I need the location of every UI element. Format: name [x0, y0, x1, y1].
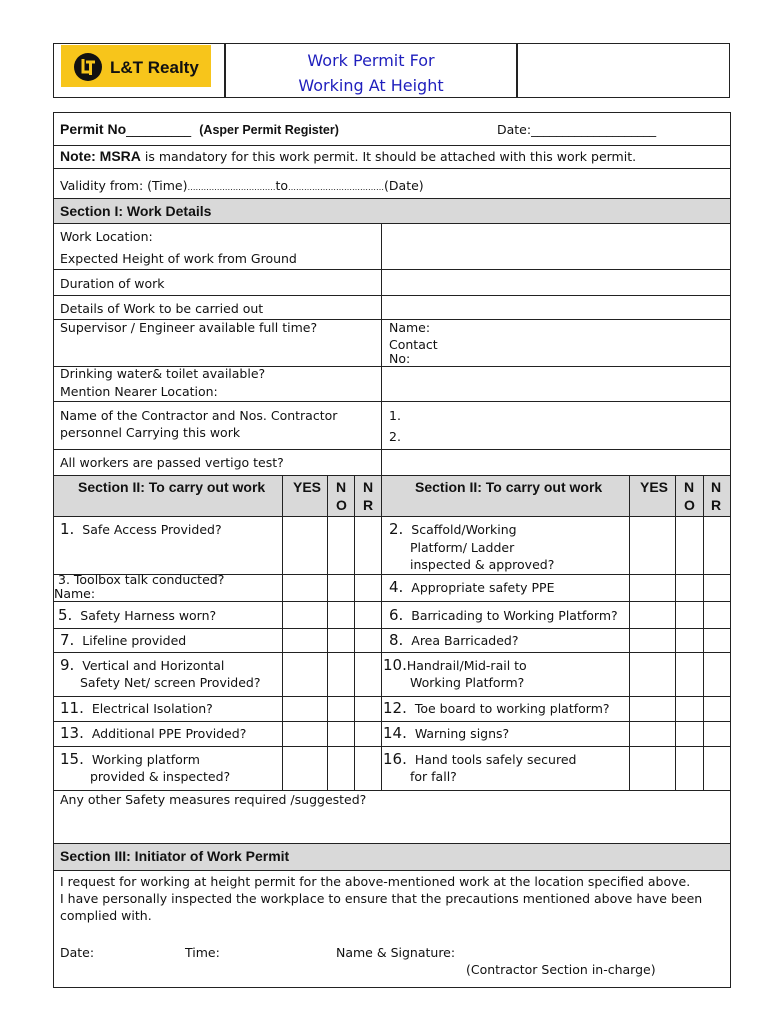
other-measures-label: Any other Safety measures required /suggested? — [60, 792, 367, 807]
item-16 — [383, 750, 576, 768]
item-label: Appropriate safety PPE — [411, 580, 555, 595]
item-15 — [60, 750, 200, 768]
contractor-label-1: Name of the Contractor and Nos. Contractor — [60, 408, 338, 423]
item-12 — [383, 699, 610, 717]
section2-title-right: Section II: To carry out work — [415, 479, 603, 495]
item-2-line2: Platform/ Ladder — [410, 540, 515, 555]
nr-n: N — [363, 479, 374, 495]
sign-time-label: Time: — [185, 945, 220, 960]
item-number: 1. — [60, 520, 75, 538]
item-label: Additional PPE Provided? — [91, 726, 247, 741]
no-n: N — [684, 479, 695, 495]
work-location-label: Work Location: — [60, 229, 153, 244]
validity-date-label: (Date) — [384, 178, 424, 193]
row-line — [53, 746, 731, 747]
section3-title: Section III: Initiator of Work Permit — [60, 848, 290, 864]
item-label: Area Barricaded? — [411, 633, 519, 648]
item-10 — [383, 656, 527, 674]
row-line — [53, 295, 731, 296]
height-label: Expected Height of work from Ground — [60, 251, 297, 266]
item-label: Scaffold/Working — [411, 522, 517, 537]
item-2-line3: inspected & approved? — [410, 557, 555, 572]
no-o: O — [684, 497, 695, 513]
row-line — [53, 628, 731, 629]
note-text — [60, 148, 636, 164]
contact-no-label: No: — [389, 351, 411, 366]
item-14 — [383, 724, 509, 742]
validity-row — [60, 178, 424, 193]
permit-no-field[interactable]: __________ — [126, 123, 192, 138]
item-label: 3. Toolbox talk conducted? — [58, 572, 225, 587]
item-15-line2: provided & inspected? — [90, 769, 231, 784]
col-line — [629, 475, 630, 791]
declaration-line-2: I have personally inspected the workplace to ensure that the precautions mentioned above have been — [60, 891, 703, 906]
item-label: Working platform — [91, 752, 200, 767]
item-10-line2: Working Platform? — [410, 675, 525, 690]
item-label: Safe Access Provided? — [82, 522, 222, 537]
validity-date-field[interactable]: ……………………………… — [288, 183, 385, 192]
permit-no-row — [60, 121, 339, 138]
no-n: N — [336, 479, 347, 495]
col-line — [703, 475, 704, 791]
header-right-cell — [517, 43, 730, 98]
declaration-line-3: complied with. — [60, 908, 152, 923]
details-label: Details of Work to be carried out — [60, 301, 264, 316]
validity-from-label: Validity from: (Time) — [60, 178, 188, 193]
nr-r: R — [363, 497, 374, 513]
item-9-line2: Safety Net/ screen Provided? — [80, 675, 261, 690]
contractor-num-2: 2. — [389, 429, 401, 444]
item-number: 11. — [60, 699, 84, 717]
section1-title: Section I: Work Details — [60, 203, 212, 219]
row-line — [53, 516, 731, 517]
supervisor-label: Supervisor / Engineer available full time? — [60, 320, 318, 335]
item-3 — [58, 572, 224, 587]
item-9 — [60, 656, 224, 674]
item-3-name: Name: — [54, 586, 96, 601]
item-number: 7. — [60, 631, 75, 649]
title-line-2: Working At Height — [298, 76, 444, 95]
item-number: 5. — [58, 606, 73, 624]
note-body: is mandatory for this work permit. It should be attached with this work permit. — [140, 149, 637, 164]
item-number: 14. — [383, 724, 407, 742]
date-row — [497, 122, 656, 137]
page-title — [225, 48, 517, 98]
no-header-left — [336, 478, 347, 514]
title-line-1: Work Permit For — [307, 51, 435, 70]
logo-text: L&T Realty — [110, 58, 199, 77]
row-line — [53, 401, 731, 402]
signature-label: Name & Signature: — [336, 945, 456, 960]
note-label: Note — [60, 148, 92, 164]
contact-label: Contact — [389, 337, 438, 352]
section1-divider — [381, 224, 382, 475]
item-1 — [60, 520, 222, 538]
col-line — [327, 475, 328, 791]
nr-header-right — [711, 478, 721, 514]
item-8 — [389, 631, 519, 649]
item-label: Electrical Isolation? — [91, 701, 213, 716]
declaration-line-1: I request for working at height permit for the above-mentioned work at the location specified above. — [60, 874, 691, 889]
item-2 — [389, 520, 517, 538]
item-number: 15. — [60, 750, 84, 768]
date-label: Date: — [497, 122, 532, 137]
drinking-label: Drinking water& toilet available? — [60, 366, 266, 381]
row-line — [53, 601, 731, 602]
yes-header-left: YES — [293, 479, 322, 495]
msra-label: : MSRA — [91, 148, 141, 164]
contractor-label-2: personnel Carrying this work — [60, 425, 241, 440]
nr-header-left — [363, 478, 373, 514]
item-number: 13. — [60, 724, 84, 742]
item-label: Handrail/Mid-rail to — [406, 658, 527, 673]
item-number: 12. — [383, 699, 407, 717]
item-label: Barricading to Working Platform? — [411, 608, 618, 623]
item-4 — [389, 578, 554, 596]
row-line — [53, 696, 731, 697]
sign-date-label: Date: — [60, 945, 95, 960]
item-number: 2. — [389, 520, 404, 538]
no-header-right — [684, 478, 695, 514]
yes-header-right: YES — [640, 479, 669, 495]
row-line — [53, 652, 731, 653]
col-line — [381, 475, 382, 791]
validity-time-field[interactable]: …………………………… — [187, 183, 276, 192]
row-line — [53, 269, 731, 270]
permit-no-label: Permit No — [60, 121, 127, 137]
item-5 — [58, 606, 216, 624]
col-line — [282, 475, 283, 791]
nr-r: R — [711, 497, 722, 513]
item-16-line2: for fall? — [410, 769, 457, 784]
nearer-location-label: Mention Nearer Location: — [60, 384, 218, 399]
item-6 — [389, 606, 618, 624]
register-note: (Asper Permit Register) — [199, 123, 339, 137]
item-11 — [60, 699, 213, 717]
lt-logo-mark-icon — [74, 53, 102, 81]
supervisor-name-label: Name: — [389, 320, 431, 335]
item-label: Safety Harness worn? — [80, 608, 217, 623]
vertigo-label: All workers are passed vertigo test? — [60, 455, 284, 470]
item-label: Warning signs? — [414, 726, 510, 741]
col-line — [675, 475, 676, 791]
item-label: Toe board to working platform? — [414, 701, 610, 716]
item-label: Hand tools safely secured — [414, 752, 577, 767]
item-13 — [60, 724, 246, 742]
item-number: 6. — [389, 606, 404, 624]
incharge-label: (Contractor Section in-charge) — [466, 962, 656, 977]
item-number: 8. — [389, 631, 404, 649]
nr-n: N — [711, 479, 722, 495]
row-line — [53, 449, 731, 450]
item-number: 9. — [60, 656, 75, 674]
item-7 — [60, 631, 186, 649]
col-line — [354, 475, 355, 791]
date-field[interactable]: ____________________ — [531, 122, 657, 137]
row-line — [53, 721, 731, 722]
item-number: 10. — [383, 656, 407, 674]
item-number: 4. — [389, 578, 404, 596]
validity-to-label: to — [275, 178, 289, 193]
item-number: 16. — [383, 750, 407, 768]
item-label: Lifeline provided — [82, 633, 187, 648]
item-label: Vertical and Horizontal — [82, 658, 225, 673]
duration-label: Duration of work — [60, 276, 165, 291]
section2-title-left: Section II: To carry out work — [78, 479, 266, 495]
contractor-num-1: 1. — [389, 408, 401, 423]
no-o: O — [336, 497, 347, 513]
